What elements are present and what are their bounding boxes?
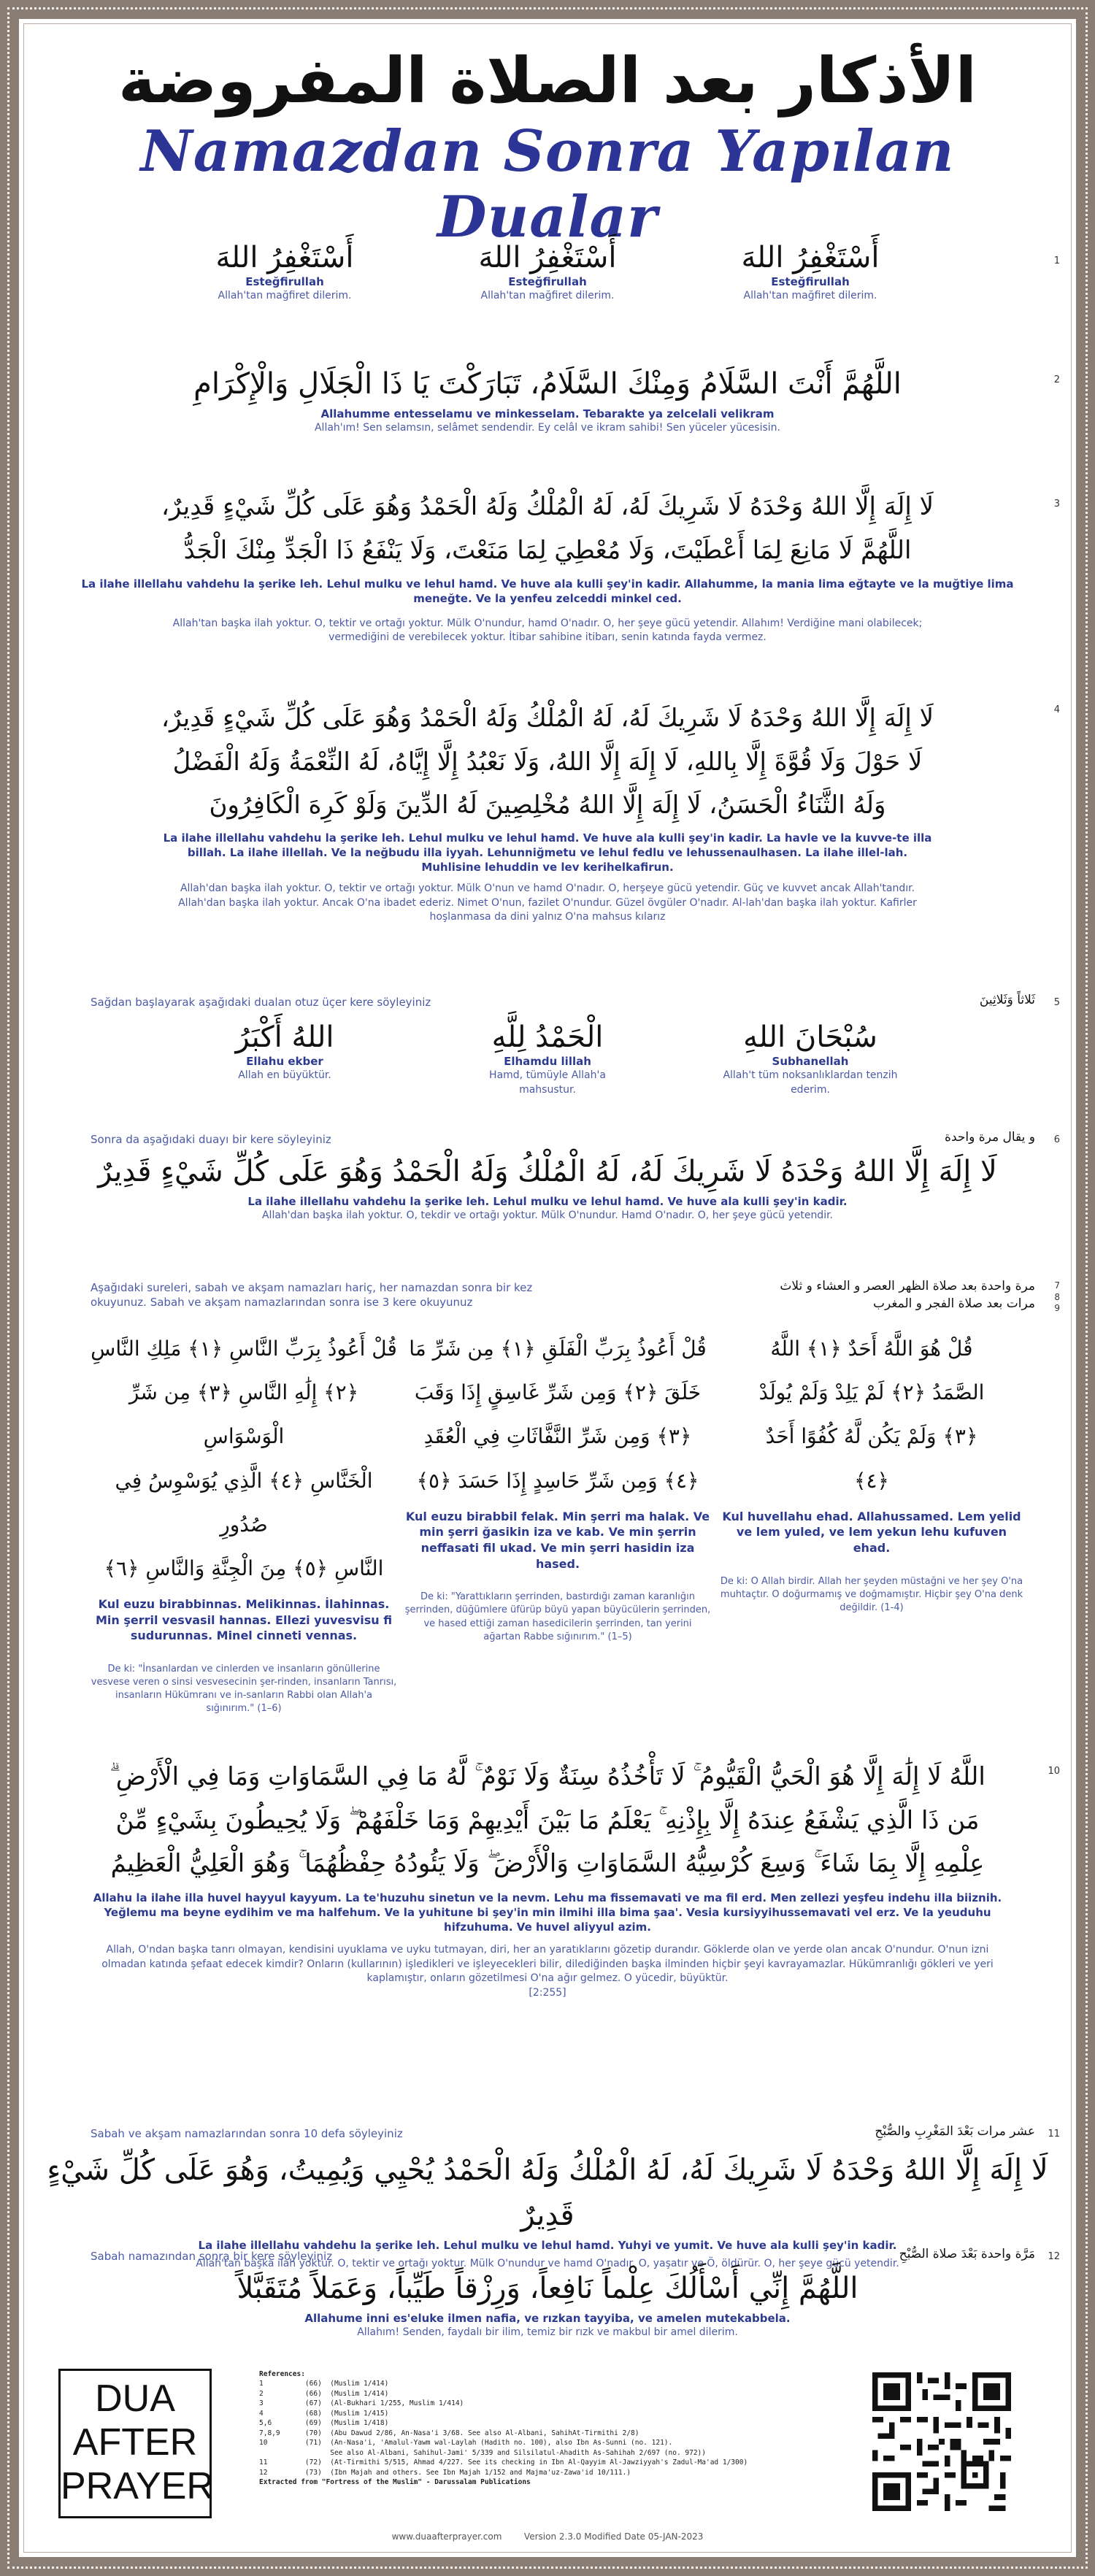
arabic-text: لَا إِلَهَ إِلَّا اللهُ وَحْدَهُ لَا شَرِيكَ لَهُ، لَهُ الْمُلْكُ وَلَهُ الْحَمْدُ وَهُوَ عَلَى كُلِّ شَيْءٍ قَدِيرٌ، [161,492,934,521]
dhikr-item [197,241,372,304]
meaning: Allah'ım! Sen selamsın, selâmet sendendir. Ey celâl ve ikram sahibi! Sen yüceler yücesisin. [314,422,780,434]
section-number: 7 8 9 [1054,1280,1060,1314]
transliteration: La ilahe illellahu vahdehu la şerike leh. Lehul mulku ve lehul hamd. Ve huve ala kulli şey'in kadir. [247,1195,848,1208]
instruction-note-arabic: مرات بعد صلاة الفجر و المغرب [873,1296,1035,1311]
transliteration: Ellahu ekber [246,1055,323,1068]
section-number: 1 [1053,255,1060,266]
arabic-line: الْخَنَّاسِ ﴿٤﴾ الَّذِي يُوَسْوِسُ فِي صُدُورِ [115,1468,373,1537]
transliteration: Allahumme entesselamu ve minkesselam. Tebarakte ya zelcelali velikram [320,407,775,420]
logo-line: PRAYER [61,2465,214,2507]
website-link[interactable]: www.duaafterprayer.com [391,2531,502,2542]
transliteration: Esteğfirullah [771,275,850,288]
instruction-note: Sonra da aşağıdaki duayı bir kere söyleyiniz [91,1133,331,1146]
meaning: Allahım! Senden, faydalı bir ilim, temiz bir rızk ve makbul bir amel dilerim. [357,2326,738,2339]
instruction-note-arabic: مَرَّة واحدة بَعْدَ صلاة الصُّبْحِ [899,2247,1035,2261]
instruction-note: Sabah namazından sonra bir kere söyleyiniz [91,2250,333,2263]
arabic-line: قُلْ أَعُوذُ بِرَبِّ الْفَلَقِ ﴿١﴾ مِن شَرِّ مَا [409,1337,707,1361]
section-7-9 [44,1279,1060,1716]
transliteration: La ilahe illellahu vahdehu la şerike leh. Lehul mulku ve lehul hamd. Ve huve ala kulli şey'in kadir. Allahumme, la mania lima eğtayte ve la muğtiye lima meneğte. Ve la yenfeu zelceddi minkel ced. [81,577,1014,606]
instruction-note-arabic: ثَلاثاً وَثَلاثِينَ [979,993,1035,1007]
arabic-line: النَّاسِ ﴿٥﴾ مِنَ الْجِنَّةِ وَالنَّاسِ ﴿٦﴾ [104,1556,384,1580]
arabic-text: لَا إِلَهَ إِلَّا اللهُ وَحْدَهُ لَا شَرِيكَ لَهُ، لَهُ الْمُلْكُ وَلَهُ الْحَمْدُ وَهُوَ عَلَى كُلِّ شَيْءٍ قَدِيرٌ، [161,704,934,733]
title-turkish: Namazdan Sonra Yapılan Dualar [140,118,955,250]
transliteration: Kul euzu birabbil felak. Min şerri ma halak. Ve min şerri ğasikin iza ve kab. Ve min şerrin neffasati fil ukad. Ve min şerri hasidin iza hased. [405,1509,710,1571]
meaning: De ki: O Allah birdir. Allah her şeyden müstağni ve her şey O'na muhtaçtır. O doğurmamış ve doğmamıştır. Hiçbir şey O'na denk değildir. (1-4) [720,1575,1023,1613]
arabic-line: ﴿٤﴾ وَمِن شَرِّ حَاسِدٍ إِذَا حَسَدَ ﴿٥﴾ [416,1468,699,1493]
dhikr-item [460,1020,635,1097]
arabic-line: ﴿٢﴾ إِلَٰهِ النَّاسِ ﴿٣﴾ مِن شَرِّ الْوَسْوَاسِ [128,1380,359,1449]
arabic-line: قُلْ أَعُوذُ بِرَبِّ النَّاسِ ﴿١﴾ مَلِكِ النَّاسِ [91,1337,397,1361]
section-5 [44,993,1060,1097]
surah-falaq [404,1327,711,1716]
transliteration: Subhanellah [772,1055,849,1068]
arabic-text: عِلْمِهِ إِلَّا بِمَا شَاءَ ۚ وَسِعَ كُرْسِيُّهُ السَّمَاوَاتِ وَالْأَرْضَ ۖ وَلَا يَئُودُهُ حِفْظُهُمَا ۚ وَهُوَ الْعَلِيُّ الْعَظِيمُ [110,1849,985,1878]
meaning: Allah, O'ndan başka tanrı olmayan, kendisini uyuklama ve uyku tutmayan, diri, her an yaratıklarını gözetip durandır. Göklerde olan ve yerde olan ancak O'nundur. O'nun izni olmadan katında şefaat edecek kimdir? Onların (kullarının) işledikleri ve işleyecekleri bilir, dilediğinden başka ilminden hiçbir şeyi kavrayamazlar. Hükümranlığı gökleri ve yeri kaplamıştır, onların gözetilmesi O'na ağır gelmez. O yücedir, büyüktür. [101,1944,994,1985]
meaning: De ki: "Yarattıkların şerrinden, bastırdığı zaman karanlığın şerrinden, düğümlere üfürüp büyü yapan büyücülerin şerrinden, ve hased ettiği zaman hasedicilerin şerrinden, tan yerini ağartan Rabbe sığınırım." (1–5) [404,1591,711,1642]
dhikr-item [723,241,898,304]
arabic-line: خَلَقَ ﴿٢﴾ وَمِن شَرِّ غَاسِقٍ إِذَا وَقَبَ [414,1380,702,1405]
arabic-text: مَن ذَا الَّذِي يَشْفَعُ عِندَهُ إِلَّا بِإِذْنِهِ ۚ يَعْلَمُ مَا بَيْنَ أَيْدِيهِمْ وَمَا خَلْفَهُمْ ۖ وَلَا يُحِيطُونَ بِشَيْءٍ مِّنْ [115,1805,980,1835]
section-10 [44,1756,1060,2001]
section-12 [44,2247,1060,2340]
transliteration: Kul huvellahu ehad. Allahussamed. Lem yelid ve lem yuled, ve lem yekun lehu kufuven ehad. [722,1509,1021,1555]
transliteration: Allahu la ilahe illa huvel hayyul kayyum. La te'huzuhu sinetun ve la nevm. Lehu ma fissemavati ve ma fil erd. Men zellezi yeşfeu indehu illa biiznih. Yeğlemu ma beyne eydihim ve ma halfehum. Ve la yuhitune bi şey'in min ilmihi illa bima şaa'. Vesia kursiyyihussemavati vel erz. Ve la yeuduhu hifzuhuma. Ve huvel aliyyul azim. [93,1891,1002,1934]
transliteration: La ilahe illellahu vahdehu la şerike leh. Lehul mulku ve lehul hamd. Ve huve ala kulli şey'in kadir. La havle ve la kuvve-te illa billah. La ilahe illellah. Ve la neğbudu illa iyyah. Lehunniğmetu ve lehul fedlu ve lehussenaulhasen. La ilahe illel-lah. Muhlisine lehuddin ve lev kerihelkafirun. [163,831,932,874]
meaning: Allah'dan başka ilah yoktur. O, tektir ve ortağı yoktur. Mülk O'nun ve hamd O'nadır. O, herşeye gücü yetendir. Güç ve kuvvet ancak Allah'tandır. Allah'dan başka ilah yoktur. Ancak O'na ibadet ederiz. Nimet O'nun, fazilet O'nundur. Güzel övgüler O'nadır. Al-lah'dan başka ilah yoktur. Kafirler hoşlanmasa da dini yalnız O'na mahsus kılarız [178,883,917,923]
section-6 [44,1130,1060,1223]
instruction-note: Sabah ve akşam namazlarından sonra 10 defa söyleyiniz [91,2127,403,2140]
section-number: 12 [1048,2251,1060,2262]
instruction-note-arabic: مرة واحدة بعد صلاة الظهر العصر و العشاء و ثلاث [780,1279,1035,1293]
section-number: 5 [1053,997,1060,1008]
meaning: Allah en büyüktür. [238,1069,331,1082]
reference-line: 10 (71) (An-Nasa'i, 'Amalul-Yawm wal-Laylah (Hadith no. 100), also Ibn As-Sunni (no. 121). [259,2439,673,2448]
arabic-text: سُبْحَانَ اللهِ [743,1020,877,1054]
dhikr-item [197,1020,372,1097]
reference-line: 4 (68) (Muslim 1/415) [259,2409,389,2418]
arabic-line: قُلْ هُوَ اللَّهُ أَحَدٌ ﴿١﴾ اللَّهُ [770,1337,973,1361]
section-number: 10 [1048,1766,1060,1777]
arabic-line: الصَّمَدُ ﴿٢﴾ لَمْ يَلِدْ وَلَمْ يُولَدْ [758,1380,985,1405]
references [259,2369,858,2488]
instruction-note: Sağdan başlayarak aşağıdaki dualan otuz üçer kere söyleyiniz [91,996,431,1009]
transliteration: La ilahe illellahu vahdehu la şerike leh. Lehul mulku ve lehul hamd. Yuhyi ve yumit. Ve huve ala kulli şey'in kadir. [198,2239,897,2252]
arabic-line: ﴿٤﴾ [854,1468,889,1493]
dhikr-item [460,241,635,304]
instruction-note-arabic: عشر مرات بَعْدَ المَغْرِبِ والصُّبْحِ [875,2124,1035,2139]
arabic-text: اللَّهُمَّ أَنْتَ السَّلَامُ وَمِنْكَ السَّلَامُ، تَبَارَكْتَ يَا ذَا الْجَلَالِ وَالْإِكْرَامِ [193,367,902,401]
section-number: 4 [1053,704,1060,715]
surah-nas [91,1327,397,1716]
meaning: Allah'tan mağfiret dilerim. [480,290,615,302]
reference-line: See also Al-Albani, Sahihul-Jami' 5/339 and Silsilatul-Ahadith As-Sahihah 2/697 (no. 972)) [259,2448,706,2457]
arabic-text: لَا إِلَهَ إِلَّا اللهُ وَحْدَهُ لَا شَرِيكَ لَهُ، لَهُ الْمُلْكُ وَلَهُ الْحَمْدُ وَهُوَ عَلَى كُلِّ شَيْءٍ قَدِيرٌ [98,1155,997,1188]
surah-ikhlas [718,1327,1025,1716]
arabic-text: اللهُ أَكْبَرُ [235,1020,334,1054]
arabic-text: اللَّهُمَّ إِنِّي أَسْأَلُكَ عِلْماً نَافِعاً، وَرِزْقاً طَيِّباً، وَعَمَلاً مُتَقَبَّلاً [237,2272,858,2305]
reference-line: 1 (66) (Muslim 1/414) [259,2380,389,2388]
arabic-line: ﴿٣﴾ وَلَمْ يَكُن لَّهُ كُفُوًا أَحَدٌ [765,1424,978,1449]
qr-code[interactable] [872,2372,1011,2511]
reference-line: 12 (73) (Ibn Majah and others. See Ibn Majah 1/152 and Majma'uz-Zawa'id 10/111.) [259,2468,631,2477]
page [44,36,1051,250]
transliteration: Esteğfirullah [508,275,587,288]
arabic-text: لَا إِلَهَ إِلَّا اللهُ وَحْدَهُ لَا شَرِيكَ لَهُ، لَهُ الْمُلْكُ وَلَهُ الْحَمْدُ يُحْيِي وَيُمِيتُ، وَهُوَ عَلَى كُلِّ شَيْءٍ قَدِيرٌ [47,2153,1048,2232]
arabic-text: أَسْتَغْفِرُ اللهَ [478,241,617,274]
reference-line: 7,8,9 (70) (Abu Dawud 2/86, An-Nasa'i 3/68. See also Al-Albani, SahihAt-Tirmithi 2/8) [259,2429,639,2437]
instruction-note: Aşağıdaki sureleri, sabah ve akşam namazları hariç, her namazdan sonra bir kez okuyunuz. Sabah ve akşam namazlarından sonra ise 3 kere okuyunuz [91,1281,533,1310]
logo-line: AFTER [72,2421,198,2464]
transliteration: Allahume inni es'eluke ilmen nafia, ve rızkan tayyiba, ve amelen mutekabbela. [304,2312,791,2325]
footer [0,2531,1095,2542]
arabic-text: وَلَهُ الثَّنَاءُ الْحَسَنُ، لَا إِلَهَ إِلَّا اللهُ مُخْلِصِينَ لَهُ الدِّينَ وَلَوْ كَرِهَ الْكَافِرُونَ [209,791,886,820]
meaning: Allah'tan başka ilah yoktur. O, tektir ve ortağı yoktur. Mülk O'nundur ve hamd O'nadır. O, yaşatır ve Ö, öldürür. O, her şeye gücü yetendir. [196,2258,899,2270]
arabic-text: أَسْتَغْفِرُ اللهَ [741,241,880,274]
version-info: Version 2.3.0 Modified Date 05-JAN-2023 [523,2531,704,2542]
dhikr-item [723,1020,898,1097]
logo-line: DUA [95,2377,175,2420]
arabic-text: اللَّهُ لَا إِلَٰهَ إِلَّا هُوَ الْحَيُّ الْقَيُّومُ ۚ لَا تَأْخُذُهُ سِنَةٌ وَلَا نَوْمٌ ۚ لَّهُ مَا فِي السَّمَاوَاتِ وَمَا فِي الْأَرْضِ ۗ [110,1762,986,1791]
meaning: Allah'dan başka ilah yoktur. O, tekdir ve ortağı yoktur. Mülk O'nundur. Hamd O'nadır. O, her şeye gücü yetendir. [261,1210,834,1222]
transliteration: Esteğfirullah [245,275,324,288]
section-1 [44,241,1060,304]
meaning: Allah'tan başka ilah yoktur. O, tektir ve ortağı yoktur. Mülk O'nundur, hamd O'nadır. O, her şeye gücü yetendir. Allahım! Verdiğine mani olabilecek; vermediğini de verebilecek yoktur. İtibar sahibine itibarı, senin katında fayda vermez. [172,617,923,644]
arabic-text: الْحَمْدُ لِلَّهِ [491,1020,604,1054]
section-2 [44,361,1060,436]
dua-after-prayer-logo [58,2369,212,2518]
meaning: De ki: "İnsanlardan ve cinlerden ve insanların gönüllerine vesvese veren o sinsi vesvesecinin şer-rinden, insanların Tanrısı, insanların Hükümranı ve in-sanların Rabbi olan Allah'a sığınırım." (1–6) [91,1663,397,1715]
meaning: Allah't tüm noksanlıklardan tenzih ederim. [723,1069,898,1096]
arabic-text: أَسْتَغْفِرُ اللهَ [215,241,354,274]
references-title: References: [259,2370,305,2378]
arabic-line: ﴿٣﴾ وَمِن شَرِّ النَّفَّاثَاتِ فِي الْعُقَدِ [423,1424,692,1449]
reference-line: 2 (66) (Muslim 1/414) [259,2389,389,2398]
instruction-note-arabic: و يقال مرة واحدة [945,1130,1035,1145]
reference-line: 3 (67) (Al-Bukhari 1/255, Muslim 1/414) [259,2399,464,2408]
transliteration: Elhamdu lillah [504,1055,591,1068]
arabic-text: لَا حَوْلَ وَلَا قُوَّةَ إِلَّا بِاللهِ، لَا إِلَهَ إِلَّا اللهُ، وَلَا نَعْبُدُ إِلَّا إِيَّاهُ، لَهُ النِّعْمَةُ وَلَهُ الْفَضْلُ [172,747,923,777]
verse-reference: [2:255] [529,1987,566,1999]
arabic-text: اللَّهُمَّ لَا مَانِعَ لِمَا أَعْطَيْتَ، وَلَا مُعْطِيَ لِمَا مَنَعْتَ، وَلَا يَنْفَعُ ذَا الْجَدِّ مِنْكَ الْجَدُّ [183,535,912,565]
reference-line: 5,6 (69) (Muslim 1/418) [259,2419,389,2428]
section-number: 11 [1048,2129,1060,2139]
meaning: Allah'tan mağfiret dilerim. [743,290,877,302]
reference-line: 11 (72) (At-Tirmithi 5/515, Ahmad 4/227. See its checking in Ibn Al-Qayyim Al-Jawziyyah's Zadul-Ma'ad 1/300) [259,2458,748,2467]
meaning: Allah'tan mağfiret dilerim. [218,290,352,302]
section-number: 3 [1053,499,1060,510]
meaning: Hamd, tümüyle Allah'a mahsustur. [489,1069,606,1096]
section-number: 6 [1053,1134,1060,1145]
transliteration: Kul euzu birabbinnas. Melikinnas. İlahinnas. Min şerril vesvasil hannas. Ellezi yuvesvisu fi sudurunnas. Minel cinneti vennas. [95,1597,393,1643]
section-number: 2 [1053,374,1060,385]
section-3 [44,485,1060,645]
title-arabic: الأذكار بعد الصلاة المفروضة [118,45,977,118]
references-source: Extracted from "Fortress of the Muslim" - Darussalam Publications [259,2478,531,2487]
section-4 [44,697,1060,925]
